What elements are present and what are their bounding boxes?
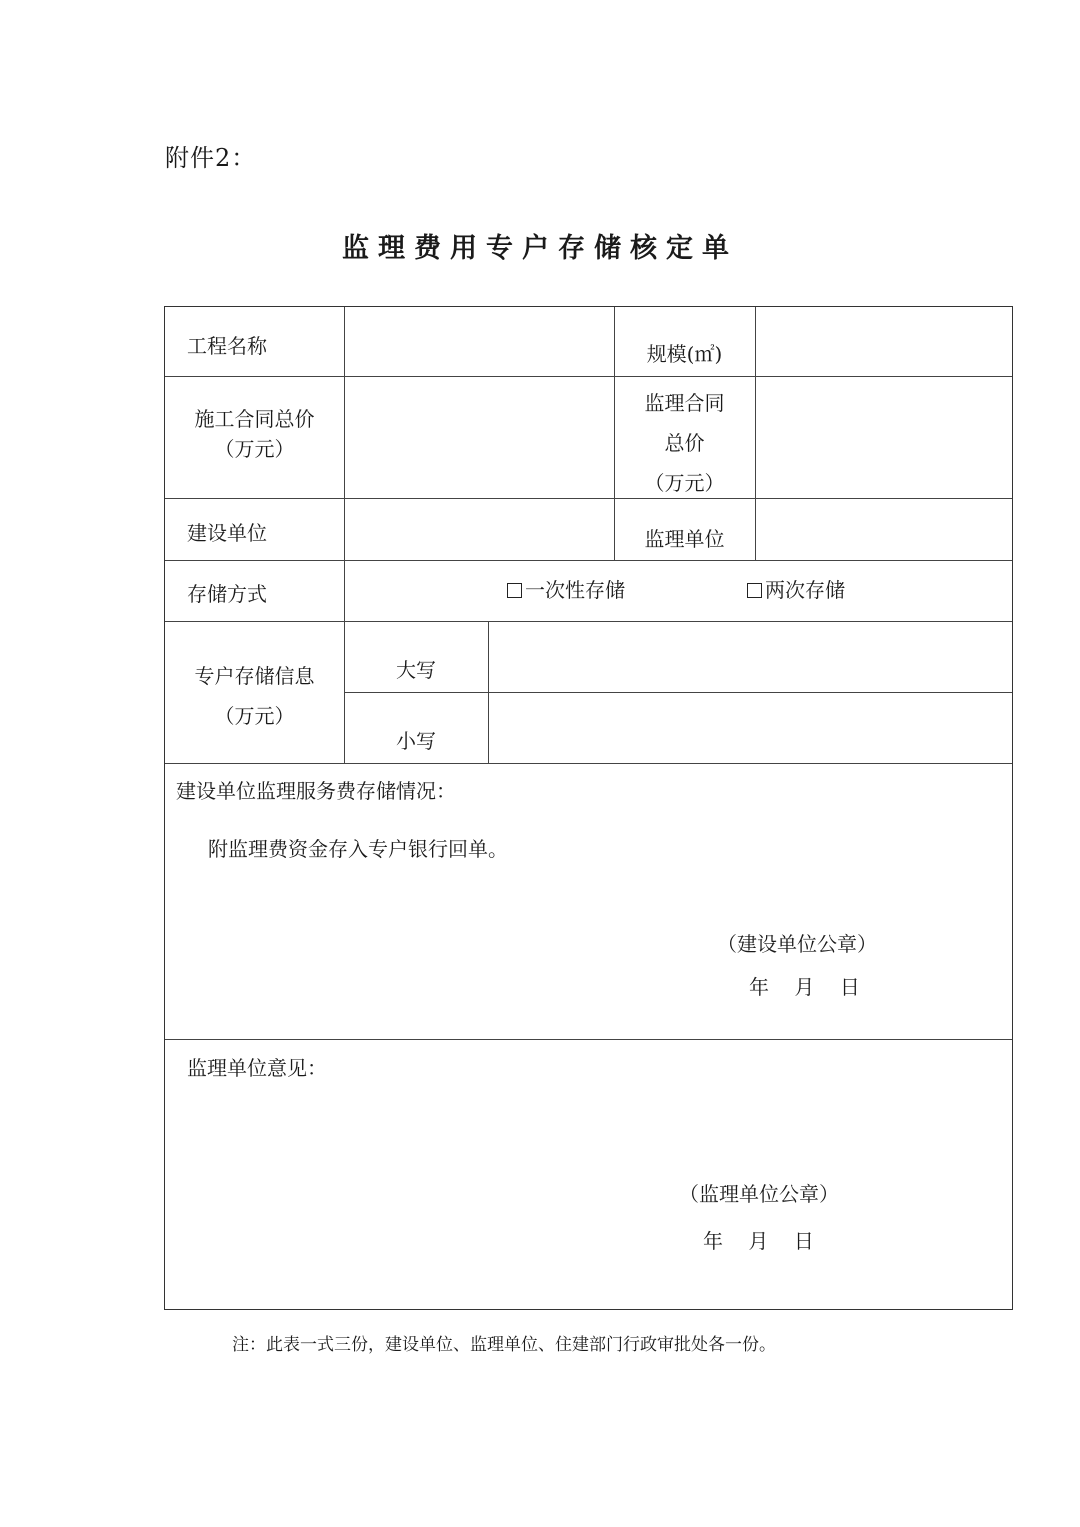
construction-unit-label: 建设单位 bbox=[187, 521, 267, 545]
supervision-section-heading: 监理单位意见： bbox=[187, 1056, 327, 1080]
row-divider bbox=[165, 498, 1012, 499]
supervision-unit-label: 监理单位 bbox=[644, 527, 725, 551]
form-title: 监理费用专户存储核定单 bbox=[342, 233, 738, 264]
construction-unit-value[interactable] bbox=[350, 504, 608, 554]
supervision-unit-value[interactable] bbox=[761, 504, 1006, 554]
construction-section-heading: 建设单位监理服务费存储情况： bbox=[176, 779, 456, 803]
row-divider bbox=[165, 763, 1012, 764]
column-divider bbox=[344, 307, 345, 763]
scale-value[interactable] bbox=[761, 312, 1006, 372]
supervision-section-date: 年 月 日 bbox=[703, 1229, 814, 1253]
verification-form bbox=[164, 306, 1013, 1310]
scale-label: 规模(㎡) bbox=[646, 342, 723, 366]
one-time-storage-checkbox[interactable] bbox=[507, 580, 625, 600]
supervision-unit-seal: （监理单位公章） bbox=[679, 1182, 839, 1206]
checkbox-icon bbox=[507, 583, 522, 598]
project-name-label: 工程名称 bbox=[187, 334, 267, 358]
supervision-contract-price-value[interactable] bbox=[761, 382, 1006, 492]
construction-contract-price-unit: （万元） bbox=[214, 437, 295, 461]
row-divider bbox=[165, 1039, 1012, 1040]
two-time-storage-label: 两次存储 bbox=[765, 578, 845, 602]
column-divider bbox=[488, 621, 489, 763]
one-time-storage-label: 一次性存储 bbox=[525, 578, 625, 602]
construction-section-date: 年 月 日 bbox=[749, 975, 860, 999]
column-divider bbox=[755, 307, 756, 560]
lowercase-amount-value[interactable] bbox=[494, 698, 1006, 758]
supervision-contract-price-label: 监理合同 bbox=[644, 391, 725, 415]
lowercase-amount-label: 小写 bbox=[396, 729, 436, 753]
project-name-value[interactable] bbox=[350, 312, 608, 372]
construction-unit-seal: （建设单位公章） bbox=[717, 932, 877, 956]
construction-contract-price-value[interactable] bbox=[350, 382, 608, 492]
uppercase-amount-value[interactable] bbox=[494, 627, 1006, 687]
row-divider bbox=[165, 621, 1012, 622]
storage-method-label: 存储方式 bbox=[187, 582, 267, 606]
construction-section-body: 附监理费资金存入专户银行回单。 bbox=[208, 837, 508, 861]
two-time-storage-checkbox[interactable] bbox=[747, 580, 845, 600]
account-info-unit: （万元） bbox=[214, 704, 295, 728]
uppercase-amount-label: 大写 bbox=[396, 658, 436, 682]
construction-contract-price-label: 施工合同总价 bbox=[194, 407, 315, 431]
supervision-contract-price-unit: （万元） bbox=[644, 471, 725, 495]
checkbox-icon bbox=[747, 583, 762, 598]
supervision-contract-price-label-2: 总价 bbox=[664, 431, 705, 455]
row-divider bbox=[165, 376, 1012, 377]
account-info-label: 专户存储信息 bbox=[194, 664, 315, 688]
footnote: 注：此表一式三份，建设单位、监理单位、住建部门行政审批处各一份。 bbox=[232, 1335, 776, 1355]
row-divider bbox=[344, 692, 1012, 693]
row-divider bbox=[165, 560, 1012, 561]
attachment-label: 附件2： bbox=[165, 144, 257, 172]
